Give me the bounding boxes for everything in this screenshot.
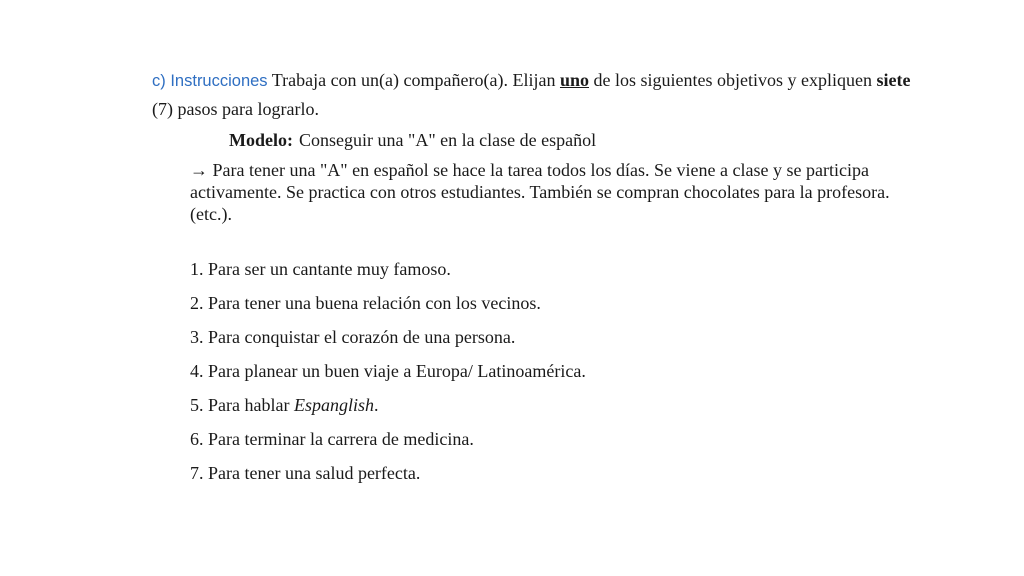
- objective-item-6: 6. Para terminar la carrera de medicina.: [190, 429, 474, 449]
- objective-item-7: 7. Para tener una salud perfecta.: [190, 463, 421, 483]
- instructions-label: [152, 72, 268, 90]
- objective-item-3: 3. Para conquistar el corazón de una persona.: [190, 327, 516, 347]
- objective-item-4: 4. Para planear un buen viaje a Europa/ Latinoamérica.: [190, 361, 586, 381]
- objective-item-5: [190, 394, 586, 416]
- objective-5-before: 5. Para hablar: [190, 395, 294, 415]
- arrow-icon: →: [190, 160, 208, 180]
- example-text: Para tener una "A" en español se hace la tarea todos los días. Se viene a clase y se participa activamente. Se practica con otros estudiantes. También se compran chocolates para la profesora. (etc.).: [190, 160, 890, 224]
- instructions-text-b: de los siguientes objetivos y expliquen: [589, 70, 877, 90]
- emphasis-uno: uno: [559, 70, 589, 90]
- objective-5-after: .: [373, 395, 379, 415]
- instructions-paragraph: [152, 66, 912, 123]
- example-paragraph: [190, 159, 920, 225]
- model-line: [229, 128, 596, 152]
- objective-item-1: 1. Para ser un cantante muy famoso.: [190, 259, 451, 279]
- instructions-text-a: Trabaja con un(a) compañero(a). Elijan: [267, 70, 560, 90]
- emphasis-siete: siete: [876, 70, 911, 90]
- objective-5-italic: Espanglish: [293, 395, 374, 415]
- instructions-text-c: (7) pasos para lograrlo.: [152, 99, 319, 119]
- model-text: Conseguir una "A" en la clase de español: [298, 130, 597, 150]
- model-label: Modelo:: [229, 130, 293, 150]
- objective-item-2: 2. Para tener una buena relación con los vecinos.: [190, 293, 541, 313]
- instructions-label-lead: c): [152, 72, 171, 90]
- objectives-list: [190, 258, 586, 496]
- instructions-label-text: Instrucciones: [170, 72, 268, 90]
